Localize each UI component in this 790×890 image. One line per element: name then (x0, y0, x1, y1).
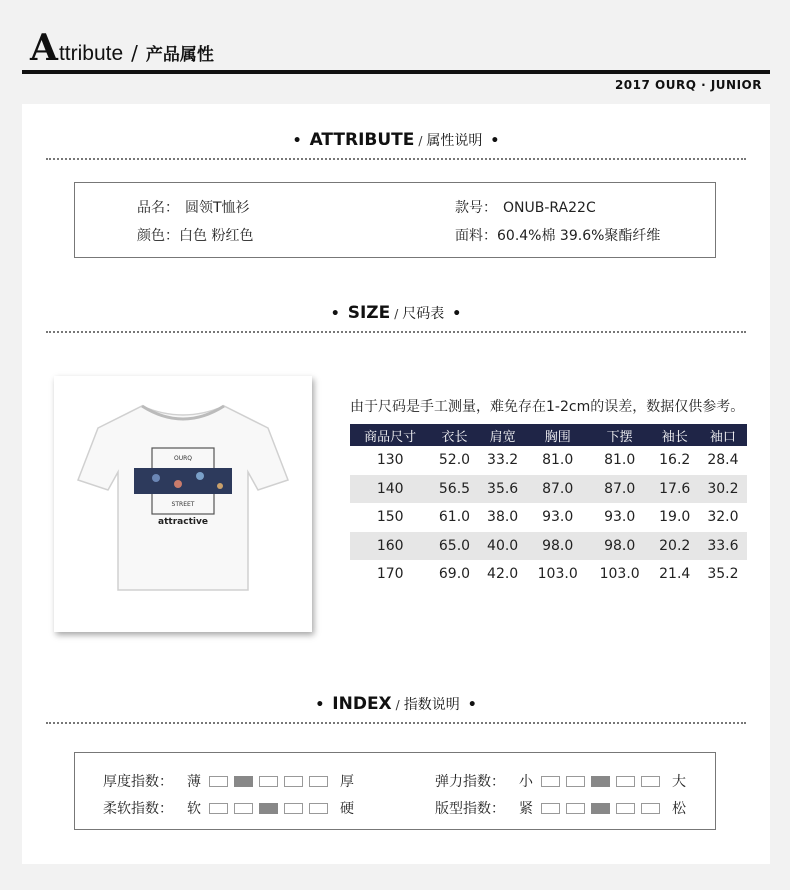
index-label: 版型指数： (435, 801, 505, 817)
table-cell: 160 (350, 532, 430, 561)
size-heading-en: SIZE (347, 303, 391, 323)
table-cell: 35.2 (707, 566, 739, 583)
index-heading (22, 694, 770, 714)
col-header: 肩宽 (479, 424, 527, 446)
table-cell: 103.0 (599, 566, 640, 583)
attr-color-value: 白色 粉红色 (179, 228, 254, 244)
scale-cell (616, 803, 635, 814)
attr-style-value: ONUB-RA22C (503, 200, 596, 216)
index-row (103, 798, 360, 818)
attr-fabric-value: 60.4%棉 39.6%聚酯纤维 (497, 228, 661, 244)
index-heading-cn: 指数说明 (403, 697, 460, 713)
scale-cell-active (591, 776, 610, 787)
index-high: 厚 (340, 774, 354, 790)
heading-slash: / (394, 307, 399, 321)
size-table (350, 424, 747, 589)
table-cell: 130 (376, 452, 404, 469)
scale-cell (284, 776, 303, 787)
scale-cell (566, 803, 585, 814)
table-row (350, 532, 747, 561)
col-header: 袖长 (651, 424, 699, 446)
bullet-right: • (467, 697, 477, 713)
table-cell: 98.0 (589, 532, 651, 561)
scale-cell (284, 803, 303, 814)
print-pattern (196, 472, 204, 480)
table-row (350, 503, 747, 532)
title-separator: / (131, 41, 138, 65)
table-row (350, 560, 747, 589)
table-row (350, 475, 747, 504)
brand-initial: A (30, 27, 58, 69)
brand-tagline: 2017 OURQ · JUNIOR (614, 78, 762, 92)
scale-cell (641, 803, 660, 814)
table-cell: 16.2 (659, 452, 691, 469)
col-header: 商品尺寸 (350, 424, 430, 446)
product-image (54, 376, 312, 632)
table-row (350, 446, 747, 475)
attribute-box (74, 182, 716, 258)
table-cell: 38.0 (487, 509, 519, 526)
print-band (134, 468, 232, 494)
divider (46, 331, 746, 333)
attribute-heading (22, 130, 770, 150)
bullet-left: • (330, 306, 340, 322)
scale-cell-active (591, 803, 610, 814)
bullet-right: • (452, 306, 462, 322)
attr-color-label: 颜色： (137, 228, 179, 244)
table-cell: 81.0 (542, 452, 574, 469)
index-row (435, 798, 692, 818)
index-high: 硬 (340, 801, 354, 817)
attribute-heading-en: ATTRIBUTE (309, 130, 415, 150)
divider (46, 722, 746, 724)
scale-cell-active (234, 776, 253, 787)
bullet-left: • (292, 133, 302, 149)
table-cell: 98.0 (527, 532, 589, 561)
table-cell: 87.0 (527, 475, 589, 504)
table-cell: 87.0 (589, 475, 651, 504)
attr-name-label: 品名： (137, 200, 179, 216)
index-low: 紧 (519, 801, 533, 817)
col-header: 下摆 (589, 424, 651, 446)
scale-cell (541, 803, 560, 814)
index-label: 柔软指数： (103, 801, 173, 817)
table-cell: 140 (350, 475, 430, 504)
attr-fabric-label: 面料： (455, 228, 497, 244)
page-title (30, 27, 214, 69)
table-cell: 42.0 (487, 566, 519, 583)
tshirt-illustration (54, 376, 312, 632)
size-note: 由于尺码是手工测量，难免存在1-2cm的误差，数据仅供参考。 (350, 399, 745, 415)
index-scale (209, 776, 328, 787)
title-cn: 产品属性 (145, 45, 214, 65)
attribute-heading-cn: 属性说明 (426, 133, 483, 149)
table-cell: 170 (376, 566, 404, 583)
attr-fabric (455, 225, 660, 245)
attr-style-label: 款号： (455, 200, 497, 216)
bullet-left: • (315, 697, 325, 713)
size-table-header (350, 424, 747, 446)
table-cell: 61.0 (438, 509, 471, 526)
attr-color (137, 225, 253, 245)
index-row (435, 771, 692, 791)
size-heading (22, 303, 770, 323)
index-scale (541, 776, 660, 787)
index-label: 弹力指数： (435, 774, 505, 790)
table-cell: 150 (376, 509, 404, 526)
table-cell: 93.0 (542, 509, 574, 526)
attr-name (137, 197, 250, 217)
print-bottom-text: STREET (171, 501, 195, 508)
print-pattern (174, 480, 182, 488)
table-cell: 35.6 (479, 475, 527, 504)
table-cell: 52.0 (438, 452, 471, 469)
scale-cell (309, 803, 328, 814)
print-pattern (152, 474, 160, 482)
col-header: 胸围 (527, 424, 589, 446)
table-cell: 17.6 (651, 475, 699, 504)
index-scale (541, 803, 660, 814)
scale-cell-active (259, 803, 278, 814)
col-header: 袖口 (699, 424, 747, 446)
table-cell: 93.0 (604, 509, 636, 526)
table-cell: 103.0 (537, 566, 578, 583)
index-label: 厚度指数： (103, 774, 173, 790)
table-cell: 21.4 (659, 566, 691, 583)
table-cell: 33.6 (699, 532, 747, 561)
index-low: 薄 (187, 774, 201, 790)
table-cell: 28.4 (707, 452, 739, 469)
scale-cell (566, 776, 585, 787)
brand-word: ttribute (58, 42, 124, 65)
scale-cell (209, 776, 228, 787)
table-cell: 65.0 (430, 532, 478, 561)
header-rule (22, 70, 770, 74)
scale-cell (309, 776, 328, 787)
print-pattern (217, 483, 223, 489)
scale-cell (541, 776, 560, 787)
index-low: 小 (519, 774, 533, 790)
table-cell: 30.2 (699, 475, 747, 504)
table-cell: 33.2 (487, 452, 519, 469)
content-card (22, 104, 770, 864)
print-slogan: attractive (158, 517, 208, 527)
heading-slash: / (395, 698, 400, 712)
scale-cell (641, 776, 660, 787)
attr-style (455, 197, 596, 217)
scale-cell (616, 776, 635, 787)
attr-name-value: 圆领T恤衫 (185, 200, 250, 216)
index-box (74, 752, 716, 830)
table-cell: 69.0 (438, 566, 471, 583)
col-header: 衣长 (430, 424, 478, 446)
divider (46, 158, 746, 160)
page-header (0, 0, 790, 100)
table-cell: 81.0 (604, 452, 636, 469)
index-scale (209, 803, 328, 814)
index-low: 软 (187, 801, 201, 817)
index-heading-en: INDEX (332, 694, 392, 714)
index-high: 大 (672, 774, 686, 790)
scale-cell (259, 776, 278, 787)
table-cell: 19.0 (659, 509, 691, 526)
table-cell: 32.0 (707, 509, 739, 526)
scale-cell (234, 803, 253, 814)
table-cell: 20.2 (651, 532, 699, 561)
index-row (103, 771, 360, 791)
scale-cell (209, 803, 228, 814)
bullet-right: • (490, 133, 500, 149)
size-heading-cn: 尺码表 (402, 306, 445, 322)
tshirt-body (78, 406, 288, 590)
table-cell: 56.5 (430, 475, 478, 504)
table-cell: 40.0 (479, 532, 527, 561)
print-top-text: OURQ (173, 455, 193, 462)
index-high: 松 (672, 801, 686, 817)
heading-slash: / (418, 134, 423, 148)
